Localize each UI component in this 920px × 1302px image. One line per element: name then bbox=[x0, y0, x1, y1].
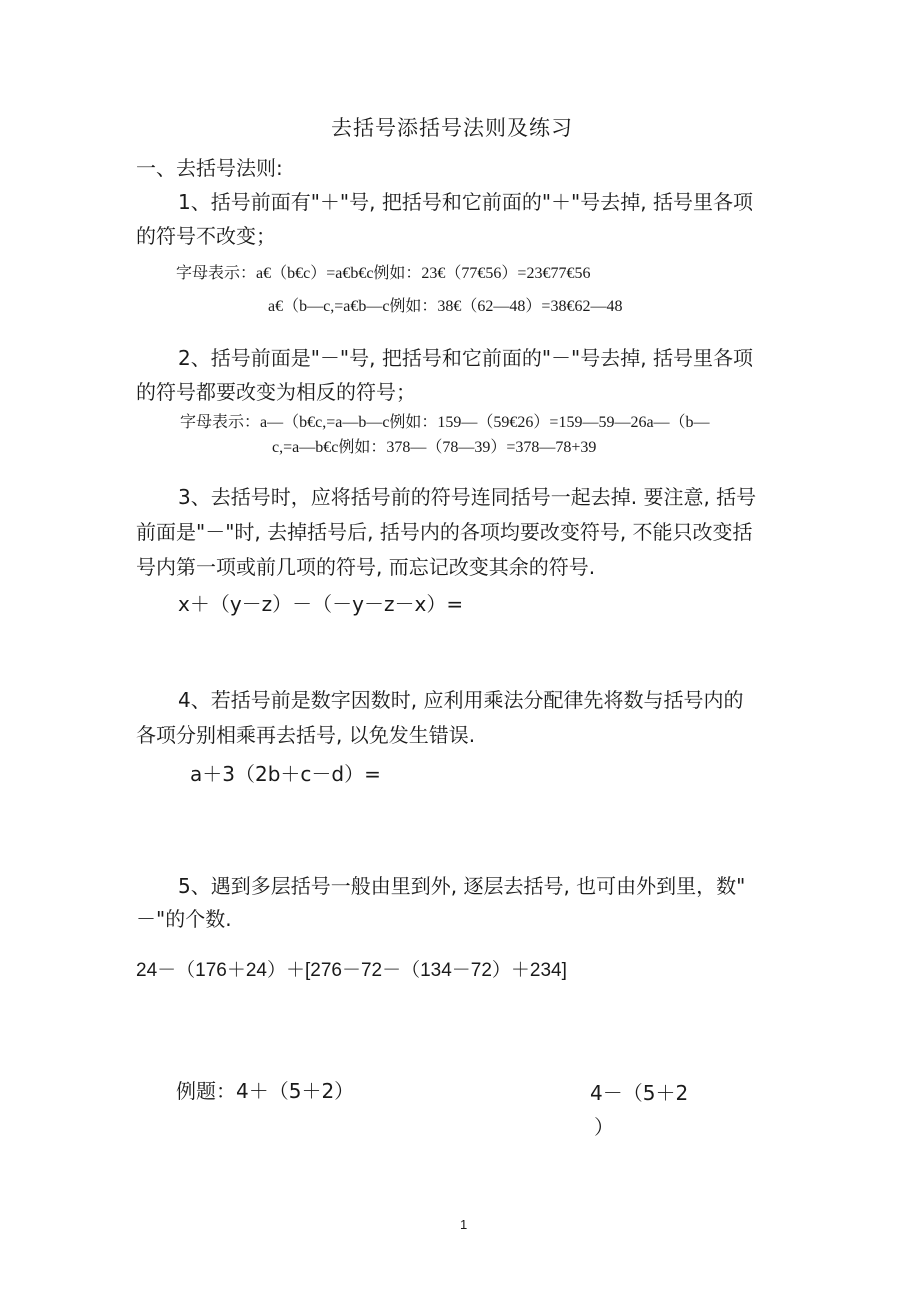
page-title: 去括号添括号法则及练习 bbox=[331, 116, 573, 140]
rule3-line2: 前面是"－"时, 去掉括号后, 括号内的各项均要改变符号, 不能只改变括 bbox=[136, 520, 753, 544]
rule4-line2: 各项分别相乘再去括号, 以免发生错误. bbox=[136, 723, 476, 747]
section-heading: 一、去括号法则: bbox=[136, 156, 283, 180]
rule4-line1: 4、若括号前是数字因数时, 应利用乘法分配律先将数与括号内的 bbox=[178, 688, 744, 712]
rule1-example1: 字母表示：a€（b€c）=a€b€c例如：23€（77€56）=23€77€56 bbox=[176, 265, 591, 282]
rule2-line2: 的符号都要改变为相反的符号； bbox=[136, 380, 416, 404]
example-left: 例题：4＋（5＋2） bbox=[176, 1079, 355, 1103]
rule4-exercise: a＋3（2b＋c－d）= bbox=[190, 762, 381, 786]
rule3-exercise: x＋（y－z）－（－y－z－x）= bbox=[178, 592, 464, 616]
rule1-example2: a€（b—c,=a€b—c例如：38€（62—48）=38€62—48 bbox=[268, 298, 623, 315]
example-right-line1: 4－（5＋2 bbox=[590, 1081, 689, 1105]
rule1-line2: 的符号不改变； bbox=[136, 224, 276, 248]
rule5-line1: 5、遇到多层括号一般由里到外, 逐层去括号, 也可由外到里，数" bbox=[178, 874, 746, 898]
rule2-example1: 字母表示：a—（b€c,=a—b—c例如：159—（59€26）=159—59—26a—（b— bbox=[180, 414, 710, 431]
example-right-line2: ） bbox=[594, 1115, 614, 1139]
page-number: 1 bbox=[460, 1217, 468, 1232]
rule3-line3: 号内第一项或前几项的符号, 而忘记改变其余的符号. bbox=[136, 555, 596, 579]
rule1-line1: 1、括号前面有"＋"号, 把括号和它前面的"＋"号去掉, 括号里各项 bbox=[178, 190, 753, 214]
rule2-example2: c,=a—b€c例如：378—（78—39）=378—78+39 bbox=[272, 439, 597, 456]
rule5-exercise: 24－（176＋24）＋[276－72－（134－72）＋234] bbox=[136, 960, 567, 981]
rule5-line2: －"的个数. bbox=[136, 907, 232, 931]
rule2-line1: 2、括号前面是"－"号, 把括号和它前面的"－"号去掉, 括号里各项 bbox=[178, 346, 753, 370]
rule3-line1: 3、去括号时，应将括号前的符号连同括号一起去掉. 要注意, 括号 bbox=[178, 485, 757, 509]
